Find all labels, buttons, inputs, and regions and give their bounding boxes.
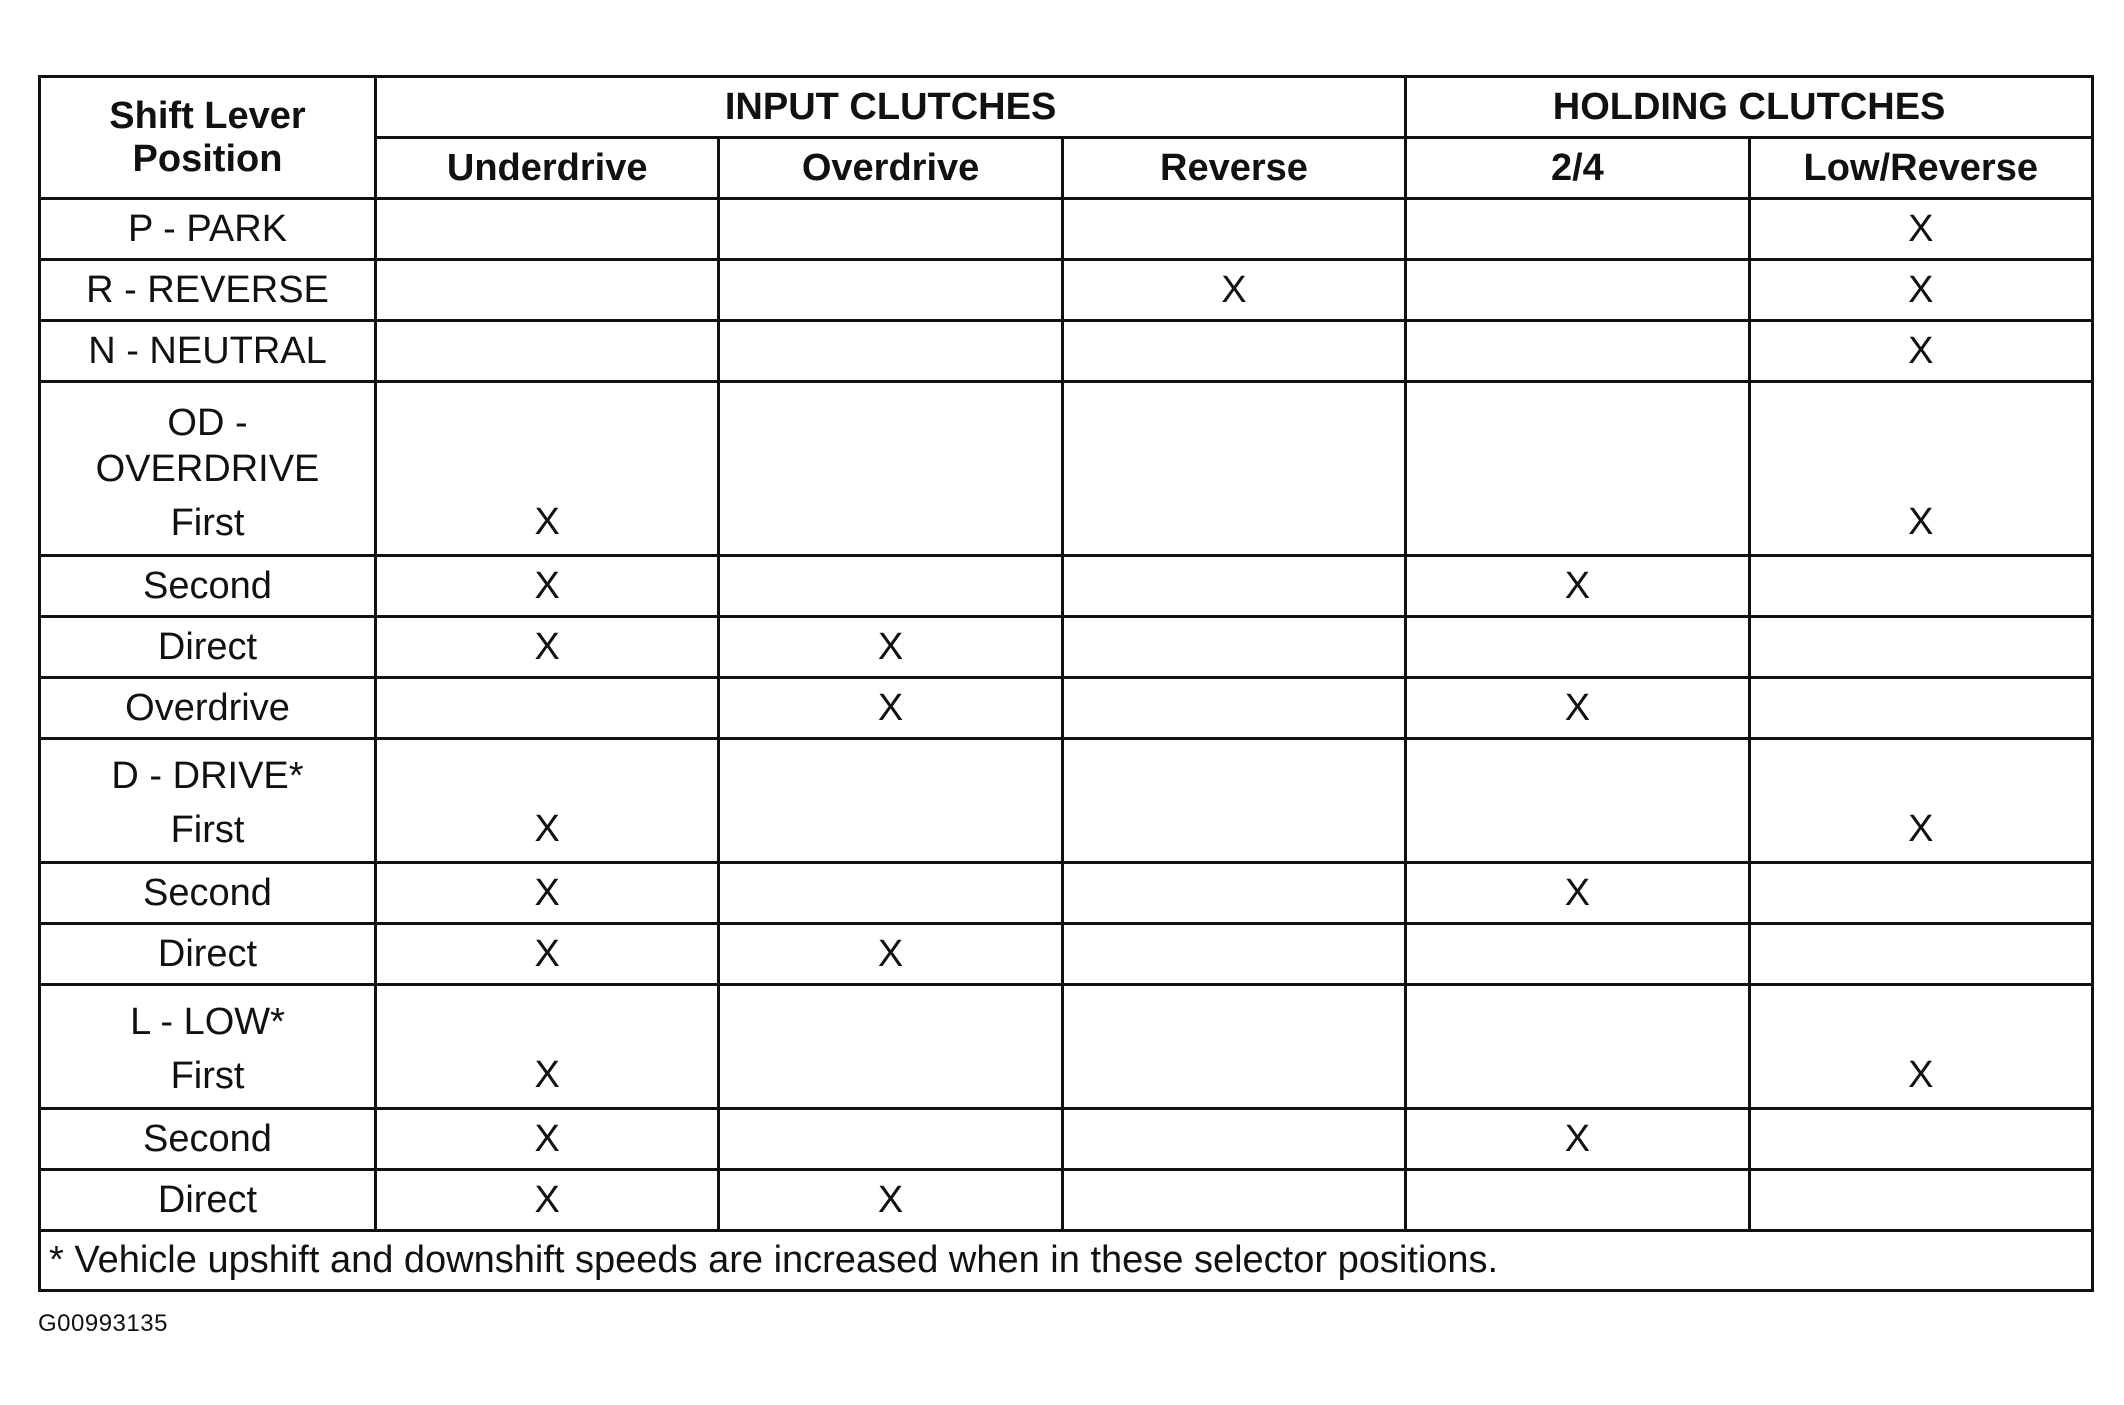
engagement-mark: X: [534, 625, 560, 668]
clutch-cell: [719, 321, 1062, 382]
clutch-cell: [1062, 739, 1405, 863]
table-body: [40, 199, 2093, 1231]
engagement-mark: X: [1908, 501, 1934, 543]
engagement-mark: X: [1221, 268, 1247, 311]
holding-clutches-header: HOLDING CLUTCHES: [1406, 77, 2093, 138]
engagement-mark: [1407, 1171, 1747, 1229]
group-header-row: [40, 77, 2093, 138]
table-row: [40, 924, 2093, 985]
engagement-mark: [1064, 322, 1404, 380]
corner-header-line-2: Position: [132, 137, 283, 180]
engagement-mark: X: [1908, 808, 1934, 850]
table-row: [40, 260, 2093, 321]
engagement-mark: [1751, 925, 2091, 983]
clutch-cell: [719, 617, 1062, 678]
clutch-cell: [376, 985, 719, 1109]
engagement-mark: [377, 200, 717, 258]
clutch-cell: [1406, 199, 1749, 260]
position-label: Overdrive: [125, 686, 290, 729]
engagement-mark: X: [1908, 1054, 1934, 1096]
engagement-mark: [377, 322, 717, 380]
position-cell: [40, 985, 376, 1109]
clutch-cell: [1749, 321, 2092, 382]
position-cell: [40, 199, 376, 260]
clutch-application-table: [38, 75, 2094, 1292]
clutch-cell: [1749, 1170, 2092, 1231]
engagement-mark: [1064, 679, 1404, 737]
col-header-overdrive: Overdrive: [719, 138, 1062, 199]
table-row: [40, 863, 2093, 924]
engagement-mark: [1064, 557, 1404, 615]
clutch-cell: [719, 382, 1062, 556]
engagement-mark: [1407, 322, 1747, 380]
position-label: Second: [143, 871, 272, 914]
position-cell: [40, 382, 376, 556]
clutch-cell: [1749, 1109, 2092, 1170]
engagement-mark: [1064, 1110, 1404, 1168]
engagement-mark: [1751, 618, 2091, 676]
clutch-cell: [376, 678, 719, 739]
position-label: Direct: [157, 1178, 258, 1221]
clutch-cell: [1062, 199, 1405, 260]
clutch-cell: [1749, 985, 2092, 1109]
clutch-cell: [1406, 985, 1749, 1109]
engagement-mark: [1407, 200, 1747, 258]
engagement-mark: [1064, 383, 1404, 554]
engagement-mark: [1751, 679, 2091, 737]
clutch-cell: [376, 863, 719, 924]
engagement-mark: X: [1564, 1117, 1591, 1160]
clutch-cell: [1406, 1170, 1749, 1231]
clutch-cell: [1749, 863, 2092, 924]
position-cell: [40, 617, 376, 678]
position-cell: [40, 260, 376, 321]
table-row: [40, 1170, 2093, 1231]
engagement-mark: [1751, 557, 2091, 615]
engagement-mark: X: [877, 686, 904, 729]
engagement-mark: X: [534, 1178, 560, 1221]
engagement-mark: X: [534, 871, 560, 914]
table-row: [40, 617, 2093, 678]
position-group-label: OD - OVERDRIVE: [95, 402, 320, 490]
clutch-cell: [1062, 1170, 1405, 1231]
position-cell: [40, 924, 376, 985]
position-cell: [40, 739, 376, 863]
engagement-mark: [720, 740, 1060, 861]
position-cell: [40, 556, 376, 617]
engagement-mark: [1064, 986, 1404, 1107]
table-row: [40, 985, 2093, 1109]
table-row: [40, 678, 2093, 739]
col-header-reverse: Reverse: [1062, 138, 1405, 199]
position-label: N - NEUTRAL: [88, 329, 327, 372]
clutch-cell: [1062, 321, 1405, 382]
clutch-cell: [376, 321, 719, 382]
engagement-mark: X: [534, 1054, 560, 1096]
engagement-mark: X: [1908, 329, 1934, 372]
clutch-cell: [376, 739, 719, 863]
engagement-mark: [720, 322, 1060, 380]
clutch-cell: [1406, 382, 1749, 556]
engagement-mark: X: [1564, 686, 1591, 729]
engagement-mark: [1064, 740, 1404, 861]
engagement-mark: [1064, 1171, 1404, 1229]
clutch-cell: [1062, 678, 1405, 739]
engagement-mark: [1407, 383, 1747, 554]
position-cell: [40, 1170, 376, 1231]
engagement-mark: X: [534, 501, 560, 543]
clutch-cell: [376, 556, 719, 617]
col-header-2-4: 2/4: [1406, 138, 1749, 199]
footnote: * Vehicle upshift and downshift speeds are increased when in these selector positions.: [40, 1231, 2093, 1291]
engagement-mark: [1407, 740, 1747, 861]
engagement-mark: [377, 679, 717, 737]
clutch-cell: [1406, 321, 1749, 382]
engagement-mark: [720, 200, 1060, 258]
clutch-cell: [376, 1109, 719, 1170]
table-row: [40, 321, 2093, 382]
clutch-cell: [1062, 382, 1405, 556]
clutch-cell: [1062, 1109, 1405, 1170]
position-cell: [40, 678, 376, 739]
position-cell: [40, 321, 376, 382]
clutch-cell: [719, 556, 1062, 617]
position-label: P - PARK: [127, 207, 288, 250]
engagement-mark: [720, 261, 1060, 319]
clutch-cell: [1406, 260, 1749, 321]
clutch-cell: [719, 1109, 1062, 1170]
corner-header-line-1: Shift Lever: [109, 94, 306, 137]
clutch-cell: [1062, 556, 1405, 617]
clutch-cell: [1749, 739, 2092, 863]
engagement-mark: [1064, 200, 1404, 258]
col-header-underdrive: Underdrive: [376, 138, 719, 199]
clutch-cell: [1749, 924, 2092, 985]
engagement-mark: [1064, 925, 1404, 983]
clutch-cell: [1062, 924, 1405, 985]
position-label: R - REVERSE: [86, 268, 329, 311]
engagement-mark: [720, 864, 1060, 922]
clutch-cell: [1406, 556, 1749, 617]
clutch-cell: [719, 985, 1062, 1109]
clutch-cell: [719, 739, 1062, 863]
clutch-cell: [1749, 556, 2092, 617]
engagement-mark: X: [877, 932, 904, 975]
clutch-cell: [719, 199, 1062, 260]
engagement-mark: [377, 261, 717, 319]
position-label: First: [170, 809, 245, 851]
table-row: [40, 556, 2093, 617]
clutch-cell: [1062, 617, 1405, 678]
position-label: Second: [143, 1117, 272, 1160]
clutch-cell: [1406, 1109, 1749, 1170]
clutch-cell: [376, 260, 719, 321]
table-row: [40, 199, 2093, 260]
clutch-cell: [719, 924, 1062, 985]
clutch-cell: [1406, 863, 1749, 924]
clutch-cell: [1406, 739, 1749, 863]
clutch-cell: [719, 863, 1062, 924]
clutch-cell: [1406, 678, 1749, 739]
engagement-mark: [1407, 925, 1747, 983]
position-label: First: [170, 1055, 245, 1097]
engagement-mark: [1751, 1171, 2091, 1229]
engagement-mark: [720, 383, 1060, 554]
engagement-mark: [1407, 986, 1747, 1107]
engagement-mark: X: [534, 808, 560, 850]
engagement-mark: [1407, 261, 1747, 319]
position-label: Direct: [157, 625, 258, 668]
position-cell: [40, 1109, 376, 1170]
engagement-mark: [1751, 864, 2091, 922]
input-clutches-header: INPUT CLUTCHES: [376, 77, 1406, 138]
engagement-mark: X: [1908, 268, 1934, 311]
position-cell: [40, 863, 376, 924]
engagement-mark: X: [534, 1117, 560, 1160]
clutch-cell: [719, 260, 1062, 321]
clutch-cell: [1406, 924, 1749, 985]
figure-id: G00993135: [38, 1310, 168, 1337]
engagement-mark: X: [877, 625, 904, 668]
footnote-row: [40, 1231, 2093, 1291]
engagement-mark: X: [877, 1178, 904, 1221]
engagement-mark: X: [534, 932, 560, 975]
clutch-cell: [1062, 863, 1405, 924]
engagement-mark: [720, 986, 1060, 1107]
position-label: Direct: [157, 932, 258, 975]
engagement-mark: [1064, 618, 1404, 676]
table-row: [40, 382, 2093, 556]
shift-lever-position-header: [40, 77, 376, 199]
clutch-cell: [376, 617, 719, 678]
clutch-cell: [719, 678, 1062, 739]
clutch-cell: [1749, 199, 2092, 260]
clutch-cell: [1749, 617, 2092, 678]
engagement-mark: X: [1908, 207, 1934, 250]
position-label: Second: [143, 564, 272, 607]
clutch-cell: [1406, 617, 1749, 678]
engagement-mark: X: [1564, 871, 1591, 914]
position-label: First: [170, 502, 245, 544]
clutch-cell: [1062, 260, 1405, 321]
table-row: [40, 739, 2093, 863]
clutch-cell: [376, 199, 719, 260]
clutch-cell: [1749, 382, 2092, 556]
engagement-mark: [1407, 618, 1747, 676]
table-row: [40, 1109, 2093, 1170]
clutch-cell: [719, 1170, 1062, 1231]
engagement-mark: [720, 557, 1060, 615]
clutch-cell: [1749, 678, 2092, 739]
position-group-label: D - DRIVE*: [111, 755, 304, 797]
clutch-cell: [1749, 260, 2092, 321]
clutch-cell: [376, 1170, 719, 1231]
clutch-cell: [1062, 985, 1405, 1109]
engagement-mark: X: [1564, 564, 1591, 607]
engagement-mark: [1064, 864, 1404, 922]
engagement-mark: [720, 1110, 1060, 1168]
clutch-cell: [376, 382, 719, 556]
clutch-cell: [376, 924, 719, 985]
engagement-mark: [1751, 1110, 2091, 1168]
col-header-low-reverse: Low/Reverse: [1749, 138, 2092, 199]
engagement-mark: X: [534, 564, 560, 607]
position-group-label: L - LOW*: [130, 1001, 285, 1043]
